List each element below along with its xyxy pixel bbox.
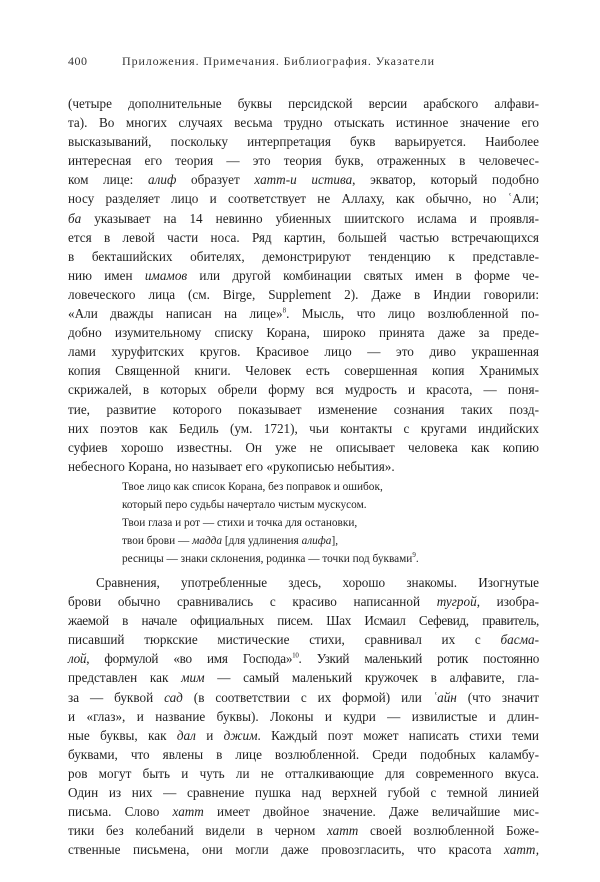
- footnote-marker: 10: [292, 651, 299, 660]
- text-line: ловеческого лица (см. Birge, Supplement 2). Даже в Индии говорили:: [68, 286, 539, 302]
- text-line: Один из них — сравнение пушка над верхней губой с темной линией: [68, 785, 539, 801]
- text-line: и «глаз», и название буквы). Локоны и кудри — извилистые и длин-: [68, 708, 539, 724]
- text-line: писавший тюркские мистические стихи, сравнивал их с басма-: [68, 632, 539, 648]
- verse-line: Твое лицо как список Корана, без поправок и ошибок,: [122, 481, 383, 493]
- text-line: жаемой в начале официальных писем. Шах Исмаил Сефевид, правитель,: [68, 613, 539, 629]
- text-line: добно изумительному списку Корана, широко принята даже за преде-: [68, 325, 539, 341]
- paragraph-2: [68, 573, 539, 859]
- text-line: них поэтов как Бедиль (ум. 1721), чьи контакты с кругами индийских: [68, 420, 539, 436]
- footnote-marker: 9: [412, 551, 416, 560]
- text-line: лой, формулой «во имя Господа»$^{10}$. Узкий маленький ротик постоянно: [68, 651, 540, 667]
- text-line: ком лице: алиф образует хатт-и истива, экватор, который подобно: [68, 172, 539, 188]
- text-line: Сравнения, употребленные здесь, хорошо знакомы. Изогнутые: [96, 575, 539, 590]
- text-line: брови обычно сравнивались с красиво написанной тугрой, изобра-: [68, 594, 539, 610]
- text-line: тики без колебаний видели в черном хатт своей возлюбленной Боже-: [68, 823, 539, 839]
- verse-line: твои брови — мадда [для удлинения алифа],: [122, 535, 339, 547]
- text-line: (четыре дополнительные буквы персидской версии арабского алфави-: [68, 96, 539, 111]
- text-line: небесного Корана, но называет его «рукописью небытия».: [68, 458, 395, 474]
- text-line: за — буквой сад (в соответствии с их формой) или ʿайн (что значит: [68, 689, 539, 705]
- verse-line: который перо судьбы начертало чистым мускусом.: [122, 499, 367, 511]
- text-line: представлен как мим — самый маленький кружочек в алфавите, гла-: [68, 670, 539, 686]
- text-line: носу разделяет лицо и соответствует не Аллаху, как обычно, но ʿАли;: [68, 191, 539, 207]
- running-title: Приложения. Примечания. Библиография. Указатели: [122, 54, 435, 68]
- running-header: [68, 54, 538, 72]
- text-line: лами хуруфитских кругов. Красивое лицо — это диво украшенная: [68, 344, 539, 360]
- text-line: письма. Слово хатт имеет двойное значение. Даже величайшие мис-: [68, 804, 539, 820]
- text-line: тие, развитие которого показывает изменение сознания таких позд-: [68, 401, 539, 417]
- text-line: ба указывает на 14 невинно убиенных шиитского ислама и проявля-: [68, 210, 539, 226]
- paragraph-1: [68, 94, 539, 476]
- text-line: интересная его теория — это теория букв, отраженных в человечес-: [68, 153, 539, 169]
- text-line: ственные письмена, они могли даже провозгласить, что красота хатт,: [68, 842, 539, 858]
- text-line: ные буквы, как дал и джим. Каждый поэт может написать стихи теми: [68, 727, 539, 743]
- page-number: 400: [68, 54, 88, 68]
- verse-quote: [122, 478, 502, 568]
- verse-line: ресницы — знаки склонения, родинка — точки под буквами$^9$.: [122, 551, 419, 565]
- text-line: нию имен имамов или другой комбинации святых имен в форме че-: [68, 267, 540, 283]
- text-line: «Али дважды написан на лице»$^8$. Мысль, что лицо возлюбленной по-: [68, 306, 539, 322]
- text-line: копия Священной книги. Человек есть совершенная копия Хранимых: [68, 363, 539, 379]
- text-line: скрижалей, в которых обрели форму вся мудрость и красота, — поня-: [68, 382, 539, 398]
- text-line: ется в левой части носа. Ряд картин, большей частью встречающихся: [68, 229, 539, 245]
- text-line: в бекташийских обителях, демонстрируют тенденцию к представле-: [68, 248, 539, 264]
- text-line: буквами, что явлены в лице возлюбленной. Среди подобных каламбу-: [68, 746, 539, 762]
- text-line: ров могут быть и чуть ли не отталкивающие для современного вкуса.: [68, 765, 539, 781]
- footnote-marker: 8: [282, 306, 287, 315]
- text-line: высказываний, поскольку интерпретация букв варьируется. Наиболее: [68, 134, 539, 150]
- text-line: та). Во многих случаях весьма трудно отыскать истинное значение его: [68, 115, 539, 131]
- text-line: суфиев хорошо известны. Он уже не описывает человека как копию: [68, 439, 539, 455]
- verse-line: Твои глаза и рот — стихи и точка для остановки,: [122, 517, 358, 529]
